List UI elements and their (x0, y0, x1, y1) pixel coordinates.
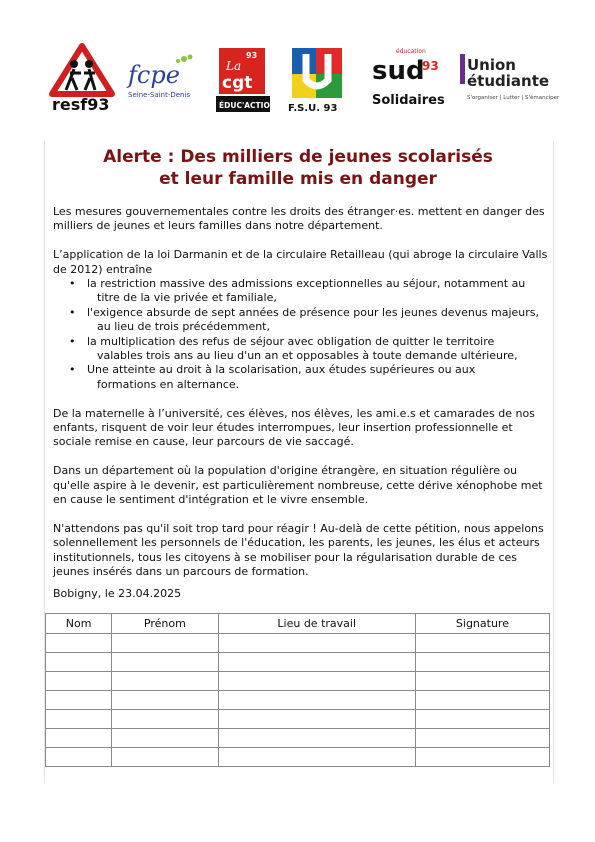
list-item: • la multiplication des refus de séjour avec obligation de quitter le territoire valables trois ans au lieu d'un an et opposables à toute demande ultérieure, (69, 335, 548, 364)
logo-row (44, 44, 560, 116)
table-row (46, 653, 550, 672)
consequences-list (53, 277, 548, 392)
paragraph-department: Dans un département où la population d'origine étrangère, en situation régulière ou qu'elle aspire à le devenir, est particulièrement nombreuse, cette dérive xénophobe met en cause le sentiment d'intégration et le vivre ensemble. (53, 464, 543, 507)
cell-nom[interactable] (46, 672, 112, 691)
cell-signature[interactable] (415, 729, 549, 748)
resf-text: resf93 (52, 95, 110, 114)
fcpe-subtitle: Seine-Saint-Denis (128, 91, 191, 99)
cell-signature[interactable] (415, 710, 549, 729)
header-lieu: Lieu de travail (218, 614, 415, 634)
signature-table (45, 613, 550, 767)
cell-prenom[interactable] (112, 691, 218, 710)
union-etudiante-logo (458, 50, 560, 108)
cell-nom[interactable] (46, 748, 112, 767)
list-item: • l'exigence absurde de sept années de présence pour les jeunes devenus majeurs, au lieu de trois précédemment, (69, 306, 548, 335)
header-nom: Nom (46, 614, 112, 634)
cell-lieu[interactable] (218, 748, 415, 767)
cell-nom[interactable] (46, 634, 112, 653)
cgt-logo (216, 46, 277, 114)
cell-lieu[interactable] (218, 672, 415, 691)
date-line: Bobigny, le 23.04.2025 (53, 587, 182, 600)
fcpe-logo (126, 52, 208, 102)
cell-signature[interactable] (415, 672, 549, 691)
cell-nom[interactable] (46, 691, 112, 710)
sud-sub: Solidaires (372, 93, 445, 108)
table-row (46, 729, 550, 748)
table-row (46, 710, 550, 729)
cell-prenom[interactable] (112, 748, 218, 767)
table-row (46, 672, 550, 691)
unef-line1: Union (467, 56, 516, 74)
cell-nom[interactable] (46, 653, 112, 672)
header-prenom: Prénom (112, 614, 218, 634)
paragraph-call: N'attendons pas qu'il soit trop tard pour réagir ! Au-delà de cette pétition, nous appelons solennellement les personnels de l'éducation, les parents, les jeunes, les élus et acteurs institutionnels, tous les citoyens à se mobiliser pour la régularisation durable de ces jeunes insérés dans un parcours de formation. (53, 521, 544, 579)
cgt-top: 93 (246, 51, 258, 60)
page-title (44, 146, 552, 190)
header-signature: Signature (415, 614, 549, 634)
cell-signature[interactable] (415, 653, 549, 672)
table-header-row (46, 614, 550, 634)
unef-line2: étudiante (467, 72, 550, 90)
paragraph-students: De la maternelle à l’université, ces élèves, nos élèves, les ami.e.s et camarades de nos enfants, risquent de voir leur études interrompues, leur insertion professionnelle et sociale remise en cause, leur parcours de vie saccagé. (53, 406, 535, 449)
paragraph-intro: Les mesures gouvernementales contre les droits des étranger·es. mettent en danger des milliers de jeunes et leurs familles dans notre département. (53, 205, 545, 233)
cell-signature[interactable] (415, 691, 549, 710)
sud-num: 93 (422, 59, 439, 73)
cell-prenom[interactable] (112, 710, 218, 729)
cell-prenom[interactable] (112, 634, 218, 653)
paragraph-law: L’application de la loi Darmanin et de la circulaire Retailleau (qui abroge la circulaire Valls de 2012) entraîne (53, 248, 548, 276)
cell-nom[interactable] (46, 710, 112, 729)
resf-logo (48, 44, 120, 114)
signature-rows (46, 634, 550, 767)
cell-signature[interactable] (415, 634, 549, 653)
fsu-logo (286, 46, 352, 114)
fcpe-text: fcpe (128, 61, 180, 89)
cell-lieu[interactable] (218, 634, 415, 653)
cell-lieu[interactable] (218, 710, 415, 729)
title-line-2: et leur famille mis en danger (159, 169, 437, 189)
unef-tagline: S'organiser | Lutter | S'émanciper (467, 95, 560, 101)
cell-nom[interactable] (46, 729, 112, 748)
cell-lieu[interactable] (218, 653, 415, 672)
cgt-text: cgt (222, 73, 253, 93)
table-row (46, 634, 550, 653)
cgt-script: La (226, 59, 242, 73)
cell-lieu[interactable] (218, 729, 415, 748)
sud-small: éducation (396, 48, 426, 55)
sud-text: sud (372, 56, 425, 86)
cell-prenom[interactable] (112, 729, 218, 748)
title-line-1: Alerte : Des milliers de jeunes scolarisés (103, 147, 493, 167)
fsu-text: F.S.U. 93 (288, 103, 338, 114)
cell-prenom[interactable] (112, 653, 218, 672)
sud-logo (372, 44, 444, 114)
list-item: • Une atteinte au droit à la scolarisation, aux études supérieures ou aux formations en alternance. (69, 363, 548, 392)
petition-body (53, 205, 548, 594)
cgt-banner: ÉDUC'ACTION (219, 101, 277, 110)
cell-prenom[interactable] (112, 672, 218, 691)
table-row (46, 748, 550, 767)
cell-lieu[interactable] (218, 691, 415, 710)
cell-signature[interactable] (415, 748, 549, 767)
list-item: • la restriction massive des admissions exceptionnelles au séjour, notamment au titre de la vie privée et familiale, (69, 277, 548, 306)
table-row (46, 691, 550, 710)
